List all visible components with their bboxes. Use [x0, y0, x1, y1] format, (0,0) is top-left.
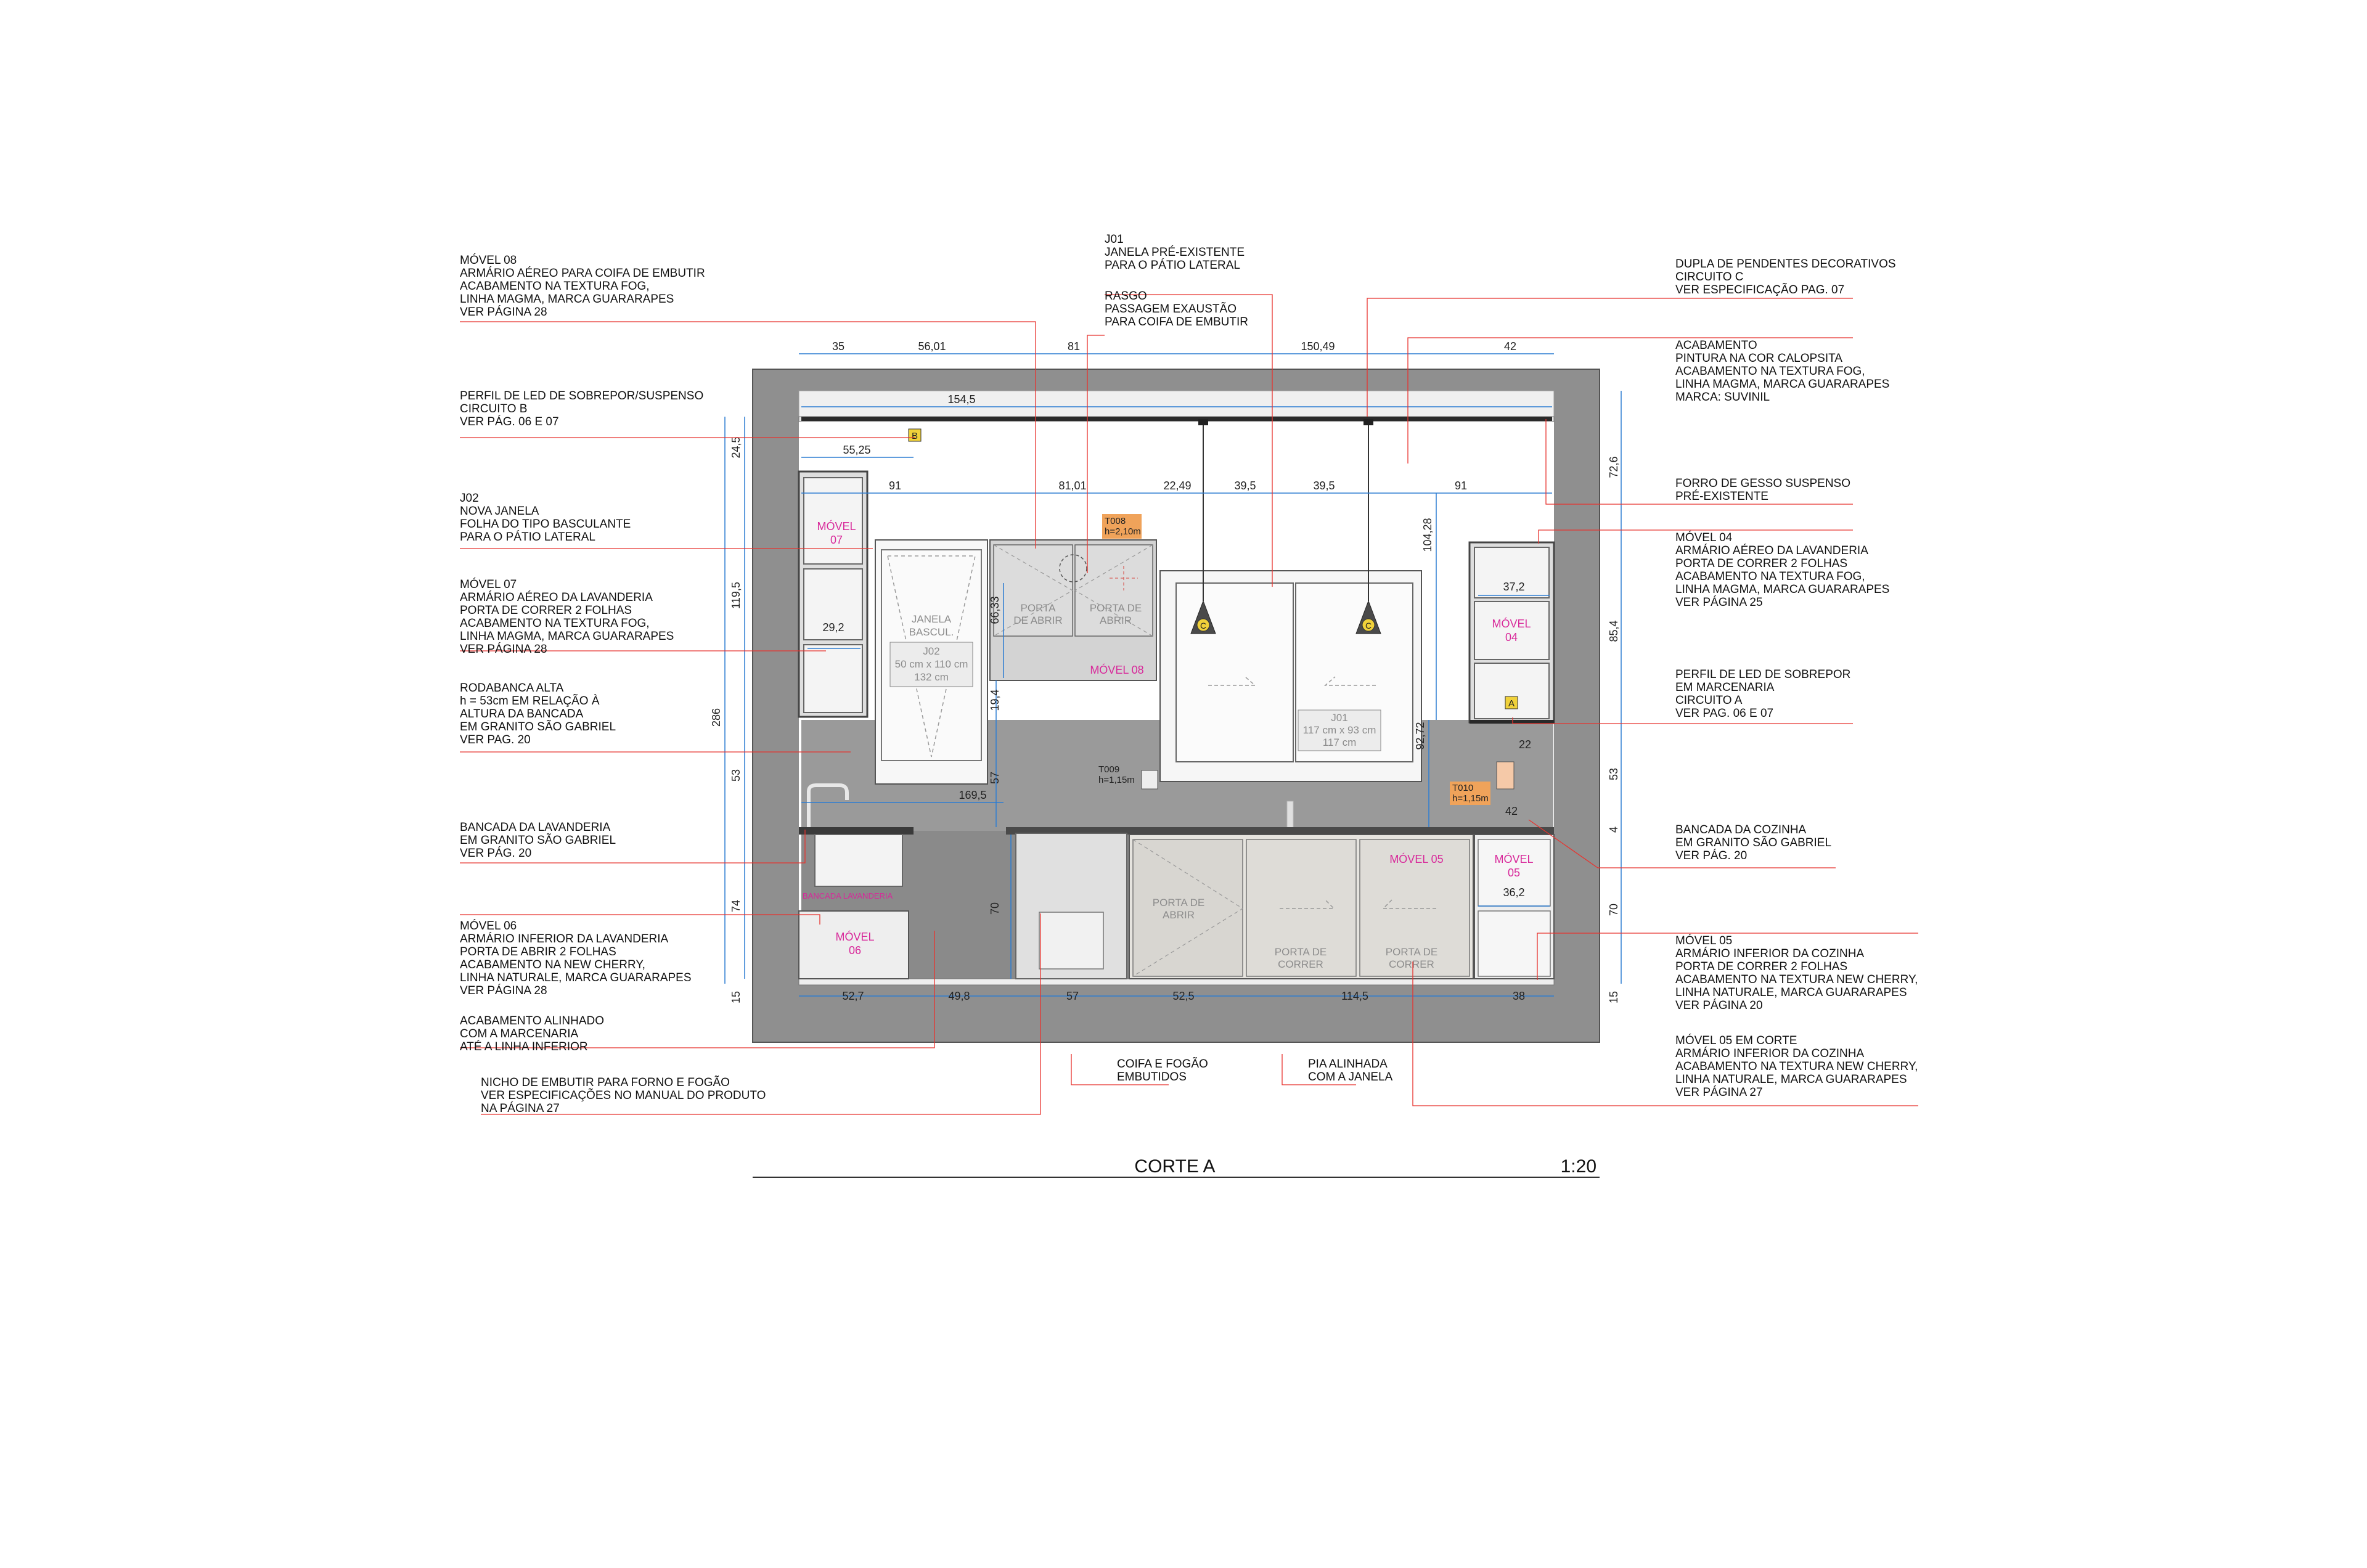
dim-interior-1: 66,33 — [989, 596, 1001, 624]
movel-07-cabinet — [799, 472, 867, 717]
note-movel07: MÓVEL 07 ARMÁRIO AÉREO DA LAVANDERIA PORTA DE CORRER 2 FOLHAS ACABAMENTO NA TEXTURA FOG, LINHA MAGMA, MARCA GUARARAPES VER PÁGINA 28 — [460, 578, 674, 656]
dim-cab-depth-right: 37,2 — [1503, 581, 1525, 593]
note-j02: J02 NOVA JANELA FOLHA DO TIPO BASCULANTE PARA O PÁTIO LATERAL — [460, 492, 631, 544]
note-perfil-led-b: PERFIL DE LED DE SOBREPOR/SUSPENSO CIRCUITO B VER PÁG. 06 E 07 — [460, 390, 704, 428]
dim-low-right: 36,2 — [1503, 886, 1525, 899]
t009-tag-text: T009 h=1,15m — [1098, 764, 1135, 785]
note-forro: FORRO DE GESSO SUSPENSO PRÉ-EXISTENTE — [1675, 477, 1850, 503]
j02-window-label: JANELA BASCUL. — [909, 613, 954, 638]
note-movel06: MÓVEL 06 ARMÁRIO INFERIOR DA LAVANDERIA PORTA DE ABRIR 2 FOLHAS ACABAMENTO NA NEW CHERRY, LINHA NATURALE, MARCA GUARARAPES VER PÁGINA 28 — [460, 920, 692, 997]
note-pendentes: DUPLA DE PENDENTES DECORATIVOS CIRCUITO C VER ESPECIFICAÇÃO PAG. 07 — [1675, 258, 1896, 296]
led-profile-b — [801, 417, 1552, 421]
dim-left-vert-2: 119,5 — [730, 582, 742, 609]
note-pia: PIA ALINHADA COM A JANELA — [1308, 1058, 1393, 1084]
dim-right-vert-4: 4 — [1608, 826, 1620, 833]
bancada-lavanderia-label: BANCADA LAVANDERIA — [803, 891, 893, 900]
note-movel08: MÓVEL 08 ARMÁRIO AÉREO PARA COIFA DE EMBUTIR ACABAMENTO NA TEXTURA FOG, LINHA MAGMA, MARCA GUARARAPES VER PÁGINA 28 — [460, 254, 705, 319]
j01-window — [1160, 571, 1421, 782]
movel-06-label: MÓVEL 06 — [835, 931, 875, 957]
circuit-a-label: A — [1508, 698, 1515, 709]
dim-interior-6: 92,72 — [1414, 722, 1426, 750]
drawing-title: CORTE A — [1134, 1156, 1216, 1177]
dim-left-vert-5: 74 — [730, 899, 742, 913]
dim-upper-5: 39,5 — [1313, 480, 1335, 492]
movel-04-label: MÓVEL 04 — [1492, 618, 1531, 643]
note-rasgo: RASGO PASSAGEM EXAUSTÃO PARA COIFA DE EMBUTIR — [1105, 290, 1248, 329]
dim-right-vert-2: 85,4 — [1608, 620, 1620, 642]
dim-interior-4: 70 — [989, 902, 1001, 915]
dim-left-vert-1: 24,5 — [730, 436, 742, 459]
floor-base — [799, 979, 1554, 985]
dim-top-5: 42 — [1503, 340, 1517, 353]
note-acabamento-alinhado: ACABAMENTO ALINHADO COM A MARCENARIA ATÉ A LINHA INFERIOR — [460, 1015, 605, 1053]
drawing-scale: 1:20 — [1560, 1156, 1596, 1177]
dim-upper-1: 91 — [888, 480, 902, 492]
dim-upper-3: 22,49 — [1163, 480, 1192, 492]
kitchen-faucet — [1287, 801, 1293, 827]
dim-right-vert-3: 53 — [1608, 767, 1620, 781]
dim-right-vert-6: 15 — [1608, 990, 1620, 1004]
dim-bottom-3: 57 — [1066, 990, 1079, 1002]
j01-tag-text: J01 117 cm x 93 cm 117 cm — [1302, 712, 1376, 748]
dim-r42: 42 — [1505, 805, 1518, 817]
dim-bottom-6: 38 — [1512, 990, 1526, 1002]
dim-upper-6: 91 — [1454, 480, 1468, 492]
dim-upper-4: 39,5 — [1234, 480, 1256, 492]
t010-outlet — [1497, 762, 1514, 789]
oven-niche — [1039, 912, 1103, 969]
dim-wall-width: 154,5 — [947, 393, 976, 406]
note-perfil-led-a: PERFIL DE LED DE SOBREPOR EM MARCENARIA CIRCUITO A VER PAG. 06 E 07 — [1675, 668, 1851, 720]
dim-bottom-5: 114,5 — [1341, 990, 1368, 1002]
t010-tag-text: T010 h=1,15m — [1452, 783, 1489, 804]
j02-tag-text: J02 50 cm x 110 cm 132 cm — [894, 645, 968, 683]
dim-left-vert-4: 53 — [730, 769, 742, 782]
t009-outlet — [1142, 770, 1158, 789]
dim-bottom-2: 49,8 — [948, 990, 970, 1002]
dim-bottom-4: 52,5 — [1172, 990, 1195, 1002]
t008-tag-text: T008 h=2,10m — [1105, 516, 1141, 537]
circuit-c-label-2: C — [1365, 621, 1372, 631]
bancada-lavanderia — [799, 827, 914, 835]
porta-correr-1: PORTA DE CORRER — [1274, 946, 1327, 970]
circuit-c-label-1: C — [1200, 621, 1207, 631]
movel-07-label: MÓVEL 07 — [817, 520, 856, 546]
laundry-tank — [815, 835, 902, 886]
note-bancada-cozinha: BANCADA DA COZINHA EM GRANITO SÃO GABRIEL VER PÁG. 20 — [1675, 823, 1832, 862]
dim-bottom-1: 52,7 — [842, 990, 864, 1002]
note-acabamento: ACABAMENTO PINTURA NA COR CALOPSITA ACABAMENTO NA TEXTURA FOG, LINHA MAGMA, MARCA GUARARAPES MARCA: SUVINIL — [1675, 339, 1890, 404]
note-j01: J01 JANELA PRÉ-EXISTENTE PARA O PÁTIO LATERAL — [1105, 233, 1245, 272]
note-coifa: COIFA E FOGÃO EMBUTIDOS — [1117, 1058, 1208, 1084]
dim-interior-5: 104,28 — [1421, 518, 1434, 552]
porta-abrir-upper-left: PORTA DE ABRIR — [1013, 602, 1063, 626]
movel-05-label-section: MÓVEL 05 — [1494, 853, 1534, 879]
note-movel04: MÓVEL 04 ARMÁRIO AÉREO DA LAVANDERIA PORTA DE CORRER 2 FOLHAS ACABAMENTO NA TEXTURA FOG, LINHA MAGMA, MARCA GUARARAPES VER PÁGINA 25 — [1675, 531, 1890, 609]
dim-left-vert-6: 15 — [730, 990, 742, 1004]
dim-top-4: 150,49 — [1301, 340, 1335, 353]
note-bancada-lavanderia: BANCADA DA LAVANDERIA EM GRANITO SÃO GABRIEL VER PÁG. 20 — [460, 821, 616, 860]
dim-upper-2: 81,01 — [1058, 480, 1087, 492]
note-nicho: NICHO DE EMBUTIR PARA FORNO E FOGÃO VER ESPECIFICAÇÕES NO MANUAL DO PRODUTO NA PÁGINA 27 — [481, 1076, 766, 1115]
dim-cab-depth-left: 29,2 — [822, 621, 844, 634]
dim-led-width: 55,25 — [843, 444, 871, 456]
porta-abrir-upper-right: PORTA DE ABRIR — [1089, 602, 1142, 626]
dim-left-vert-3: 286 — [710, 708, 722, 727]
note-movel05: MÓVEL 05 ARMÁRIO INFERIOR DA COZINHA PORTA DE CORRER 2 FOLHAS ACABAMENTO NA TEXTURA NEW CHERRY, LINHA NATURALE, MARCA GUARARAPES VER PÁGINA 20 — [1675, 934, 1918, 1012]
dim-interior-3: 57 — [989, 771, 1001, 785]
porta-correr-2: PORTA DE CORRER — [1385, 946, 1438, 970]
note-movel05-corte: MÓVEL 05 EM CORTE ARMÁRIO INFERIOR DA COZINHA ACABAMENTO NA TEXTURA NEW CHERRY, LINHA NATURALE, MARCA GUARARAPES VER PÁGINA 27 — [1675, 1034, 1918, 1099]
note-rodabanca: RODABANCA ALTA h = 53cm EM RELAÇÃO À ALTURA DA BANCADA EM GRANITO SÃO GABRIEL VER PAG. 20 — [460, 682, 616, 746]
ceiling-gypsum — [799, 391, 1554, 417]
movel-08-label: MÓVEL 08 — [1090, 664, 1144, 676]
dim-counter-span: 169,5 — [959, 789, 987, 801]
dim-right-vert-1: 72,6 — [1608, 456, 1620, 478]
circuit-b-label: B — [911, 431, 918, 441]
dim-interior-2: 19,4 — [989, 689, 1001, 711]
dim-top-2: 56,01 — [918, 340, 946, 353]
dim-r22: 22 — [1518, 738, 1532, 751]
dim-top-3: 81 — [1067, 340, 1081, 353]
dim-right-vert-5: 70 — [1608, 903, 1620, 917]
dim-top-1: 35 — [832, 340, 845, 353]
movel-05-label-front: MÓVEL 05 — [1389, 853, 1444, 865]
porta-abrir-lower: PORTA DE ABRIR — [1152, 897, 1205, 921]
